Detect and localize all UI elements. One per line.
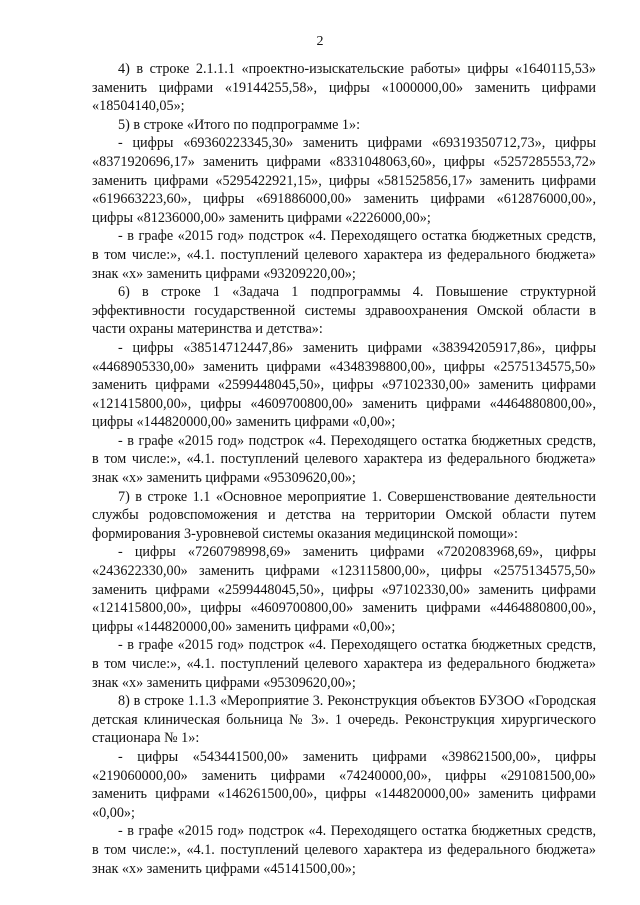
paragraph-item-7: 7) в строке 1.1 «Основное мероприятие 1. Совершенствование деятельности службы родовспоможения и детства на территории Омской области путем формирования 3-уровневой системы оказания медицинской помощи»: [92, 488, 596, 542]
paragraph-item-8: 8) в строке 1.1.3 «Мероприятие 3. Реконструкция объектов БУЗОО «Городская детская клиническая больница № 3». 1 очередь. Реконструкция хирургического стационара № 1»: [92, 693, 596, 747]
paragraph-item-8-column-2015: - в графе «2015 год» подстрок «4. Переходящего остатка бюджетных средств, в том числе:», «4.1. поступлений целевого характера из федерального бюджета» знак «х» заменить цифрами «45141500,00»; [92, 823, 596, 877]
paragraph-item-7-column-2015: - в графе «2015 год» подстрок «4. Переходящего остатка бюджетных средств, в том числе:», «4.1. поступлений целевого характера из федерального бюджета» знак «х» заменить цифрами «95309620,00»; [92, 637, 596, 691]
page-number: 2 [316, 34, 324, 49]
paragraph-item-5: 5) в строке «Итого по подпрограмме 1»: [118, 116, 361, 133]
paragraph-item-4: 4) в строке 2.1.1.1 «проектно-изыскательские работы» цифры «1640115,53» заменить цифрами «19144255,58», цифры «1000000,00» заменить цифрами «18504140,05»; [92, 61, 596, 115]
paragraph-item-5-column-2015: - в графе «2015 год» подстрок «4. Переходящего остатка бюджетных средств, в том числе:», «4.1. поступлений целевого характера из федерального бюджета» знак «х» заменить цифрами «93209220,00»; [92, 228, 596, 282]
paragraph-item-6-figures: - цифры «38514712447,86» заменить цифрами «38394205917,86», цифры «4468905330,00» заменить цифрами «4348398800,00», цифры «2575134575,50» заменить цифрами «2599448045,50», цифры «97102330,00» заменить цифрами «121415800,00», цифры «4609700800,00» заменить цифрами «4464880800,00», цифры «144820000,00» заменить цифрами «0,00»; [92, 339, 596, 431]
paragraph-item-7-figures: - цифры «7260798998,69» заменить цифрами «7202083968,69», цифры «243622330,00» заменить цифрами «123115800,00», цифры «2575134575,50» заменить цифрами «2599448045,50», цифры «97102330,00» заменить цифрами «121415800,00», цифры «4609700800,00» заменить цифрами «4464880800,00», цифры «144820000,00» заменить цифрами «0,00»; [92, 544, 596, 635]
paragraph-item-5-figures: - цифры «69360223345,30» заменить цифрами «69319350712,73», цифры «8371920696,17» заменить цифрами «8331048063,60», цифры «5257285553,72» заменить цифрами «5295422921,15», цифры «581525856,17» заменить цифрами «619663223,60», цифры «691886000,00» заменить цифрами «612876000,00», цифры «81236000,00» заменить цифрами «2226000,00»; [92, 135, 596, 226]
paragraph-item-6-column-2015: - в графе «2015 год» подстрок «4. Переходящего остатка бюджетных средств, в том числе:», «4.1. поступлений целевого характера из федерального бюджета» знак «х» заменить цифрами «95309620,00»; [92, 432, 596, 487]
document-body [92, 60, 596, 878]
paragraph-item-6: 6) в строке 1 «Задача 1 подпрограммы 4. Повышение структурной эффективности государственной системы здравоохранения Омской области в части охраны материнства и детства»: [92, 284, 596, 338]
paragraph-item-8-figures: - цифры «543441500,00» заменить цифрами «398621500,00», цифры «219060000,00» заменить цифрами «74240000,00», цифры «291081500,00» заменить цифрами «146261500,00», цифры «144820000,00» заменить цифрами «0,00»; [92, 748, 596, 821]
